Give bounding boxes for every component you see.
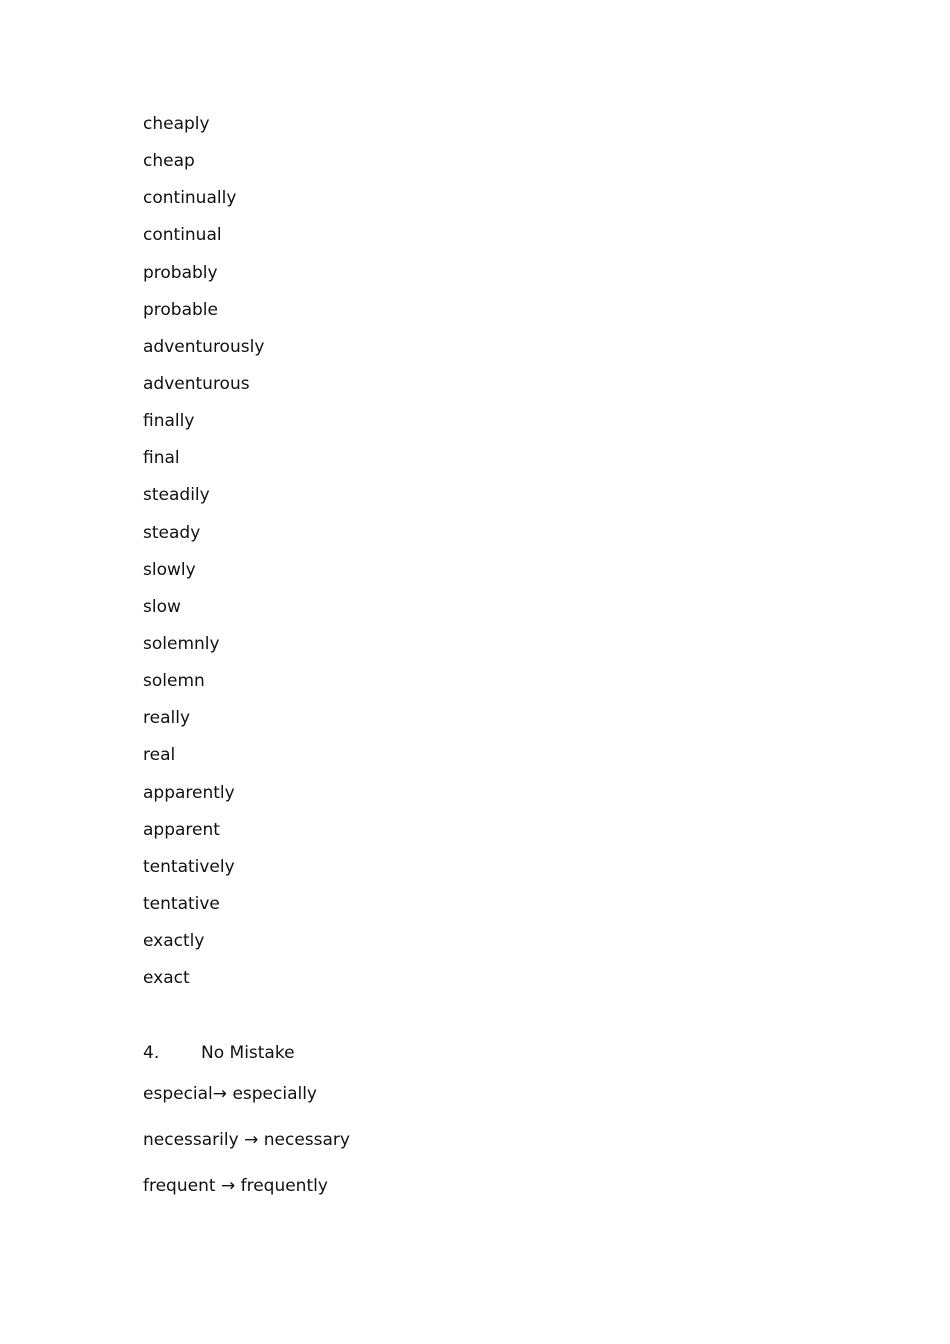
word-item: tentatively [143,856,235,877]
right-arrow-icon: → [220,1176,236,1196]
correction-from: frequent [143,1176,216,1196]
section-heading [143,1041,295,1065]
word-item: real [143,745,176,766]
correction-to: necessary [263,1130,350,1150]
word-item: continual [143,225,222,246]
correction-to: especially [232,1084,317,1104]
correction-list [143,1082,350,1220]
word-item: final [143,448,180,469]
word-item: exactly [143,931,205,952]
word-item: solemnly [143,633,220,654]
word-item: solemn [143,671,205,692]
correction-to: frequently [240,1176,328,1196]
word-item: continually [143,188,237,209]
section-number: 4. [143,1043,160,1063]
word-item: adventurously [143,336,265,357]
right-arrow-icon: → [244,1130,259,1150]
correction-from: especial [143,1084,213,1104]
word-item: probable [143,299,218,320]
word-item: probably [143,262,218,283]
correction-item [143,1082,350,1128]
correction-from: necessarily [143,1130,239,1150]
correction-item [143,1174,350,1220]
word-item: finally [143,411,195,432]
word-item: exact [143,968,190,989]
word-item: steady [143,522,201,543]
word-item: slowly [143,559,196,580]
right-arrow-icon: → [212,1084,228,1104]
word-item: apparent [143,819,220,840]
word-item: steadily [143,485,210,506]
word-item: cheaply [143,114,210,134]
word-list [143,112,264,1003]
word-item: cheap [143,151,195,172]
word-item: adventurous [143,373,250,394]
word-item: really [143,708,190,729]
word-item: apparently [143,782,235,803]
word-item: tentative [143,893,220,914]
word-item: slow [143,596,181,617]
correction-item [143,1128,350,1174]
section-title: No Mistake [201,1043,295,1063]
